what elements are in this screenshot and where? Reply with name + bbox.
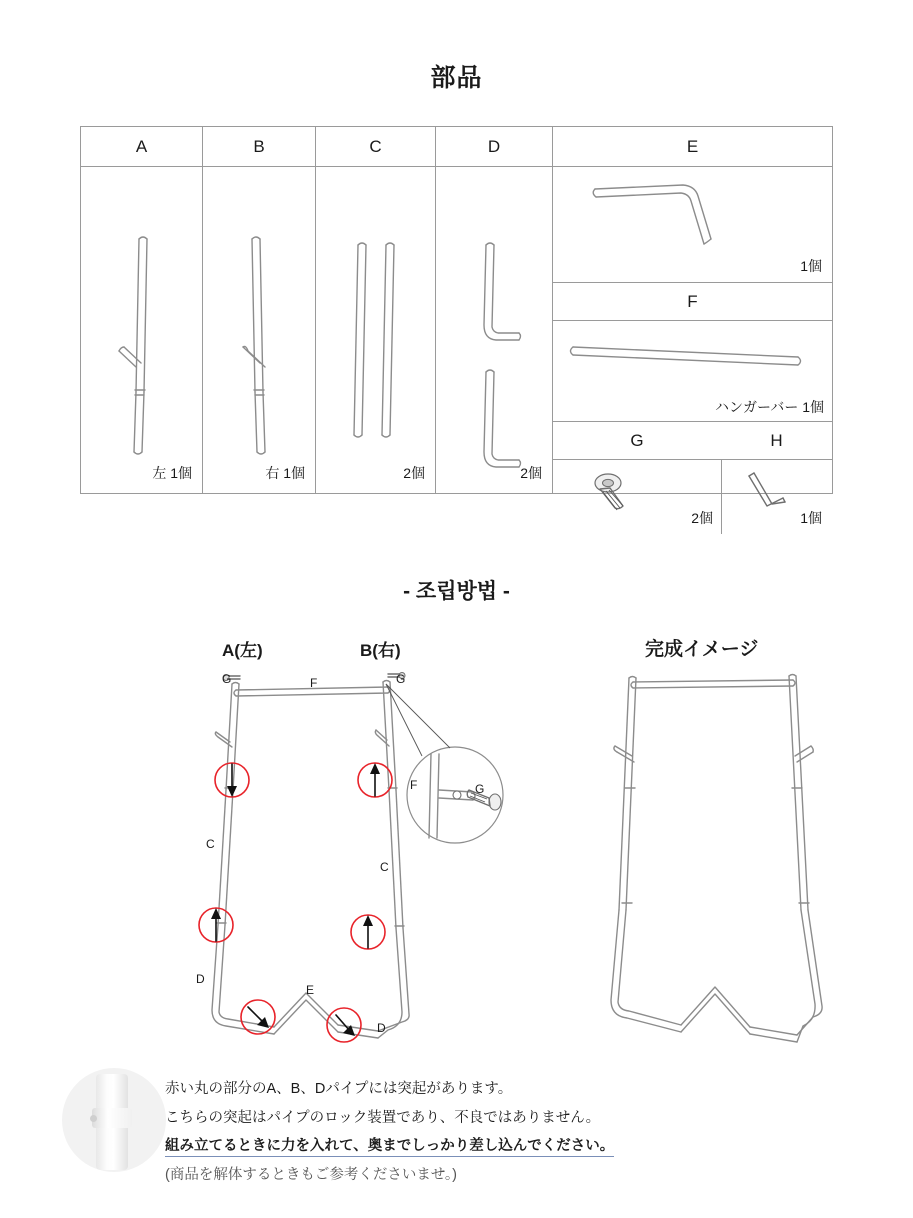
part-d-illustration <box>436 167 553 494</box>
parts-cell-e-qty: 1個 <box>800 258 822 274</box>
callout-g-left: G <box>222 672 232 686</box>
parts-cell-h-qty: 1個 <box>800 510 822 526</box>
parts-cell-f-header-wrap <box>553 283 832 321</box>
footer-note-line-2: こちらの突起はパイプのロック装置であり、不良ではありません。 <box>165 1110 601 1126</box>
parts-table <box>80 126 833 526</box>
finished-image-diagram <box>575 660 865 1070</box>
callout-e-bottom: E <box>306 983 315 997</box>
callout-c-left: C <box>206 837 215 851</box>
parts-column-a <box>81 127 203 493</box>
parts-column-c-body <box>316 167 435 493</box>
parts-column-f-header: F <box>553 283 832 321</box>
label-b-right: B(右) <box>360 641 401 660</box>
callout-f-top: F <box>310 676 318 690</box>
part-c-illustration <box>316 167 436 494</box>
parts-column-b-qty: 右 1個 <box>265 465 305 481</box>
detail-label-g: G <box>475 782 485 796</box>
parts-column-d-body <box>436 167 552 493</box>
parts-column-g-header: G <box>553 422 721 460</box>
parts-column-c <box>316 127 436 493</box>
page-title: 部品 <box>430 64 483 92</box>
pipe-photo-lock-nub <box>90 1115 97 1122</box>
callout-d-right: D <box>377 1021 386 1035</box>
label-a-left: A(左) <box>222 641 263 660</box>
parts-column-e-header: E <box>553 127 832 167</box>
detail-label-f: F <box>410 778 418 792</box>
pipe-photo-joint <box>92 1108 132 1128</box>
parts-cell-g-qty: 2個 <box>691 510 713 526</box>
callout-c-right: C <box>380 860 389 874</box>
label-finished-image: 完成イメージ <box>645 639 759 660</box>
parts-column-c-qty: 2個 <box>403 465 425 481</box>
parts-cell-f <box>553 321 832 421</box>
parts-column-b <box>203 127 316 493</box>
detail-leader-lines <box>380 678 510 768</box>
parts-column-a-qty: 左 1個 <box>152 465 192 481</box>
part-a-illustration <box>81 167 203 494</box>
parts-column-a-body <box>81 167 202 493</box>
parts-column-c-header: C <box>316 127 435 167</box>
parts-column-d-qty: 2個 <box>520 465 542 481</box>
parts-cell-f-qty: ハンガーバー 1個 <box>715 399 824 415</box>
parts-cell-e <box>553 167 832 282</box>
parts-column-d <box>436 127 553 493</box>
part-b-illustration <box>203 167 316 494</box>
parts-column-b-header: B <box>203 127 315 167</box>
parts-column-b-body <box>203 167 315 493</box>
assembly-title: - 조립방법 - <box>403 580 510 603</box>
parts-column-d-header: D <box>436 127 552 167</box>
parts-column-right-group <box>553 127 832 526</box>
parts-column-a-header: A <box>81 127 202 167</box>
parts-column-h-header: H <box>721 422 832 460</box>
part-e-illustration <box>553 167 832 282</box>
parts-gh-header-row <box>553 422 832 460</box>
parts-gh-cell-row <box>553 460 832 534</box>
callout-g-right: G <box>396 672 406 686</box>
callout-d-left: D <box>196 972 205 986</box>
parts-column-right-body <box>553 167 832 526</box>
footer-note-line-3: 組み立てるときに力を入れて、奥までしっかり差し込んでください。 <box>165 1134 614 1157</box>
pipe-photo <box>62 1068 166 1172</box>
parts-cell-g <box>553 460 721 534</box>
footer-note-line-4: (商品を解体するときもご参考くださいませ。) <box>165 1167 457 1183</box>
parts-cell-h <box>721 460 832 534</box>
footer-note-line-1: 赤い丸の部分のA、B、Dパイプには突起があります。 <box>165 1081 513 1097</box>
